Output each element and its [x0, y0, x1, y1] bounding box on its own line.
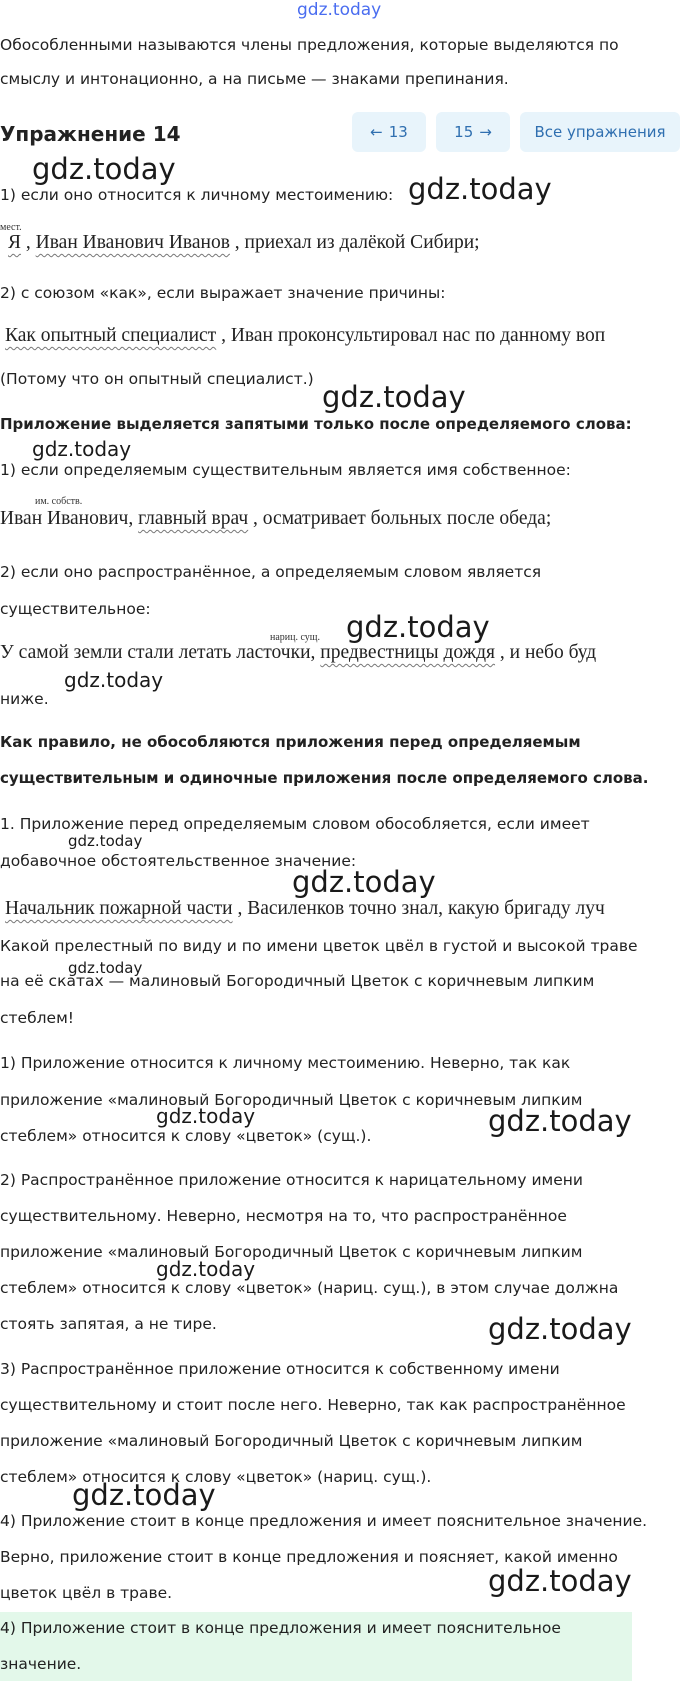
rule-text: 1) если оно относится к личному местоимению: — [0, 186, 394, 204]
watermark: gdz.today — [32, 437, 132, 461]
arrow-left-icon: ← — [370, 123, 383, 141]
intro-text: смыслу и интонационно, а на письме — знаками препинания. — [0, 70, 509, 88]
option-text: существительному и стоит после него. Неверно, так как распространённое — [0, 1396, 626, 1414]
example-sentence: У самой земли стали летать ласточки, предвестницы дождя , и небо буд — [0, 642, 597, 663]
watermark: gdz.today — [488, 1104, 632, 1138]
watermark: gdz.today — [68, 832, 143, 850]
watermark: gdz.today — [292, 865, 436, 899]
option-text: стеблем» относится к слову «цветок» (сущ.). — [0, 1127, 372, 1145]
option-text: стеблем» относится к слову «цветок» (нариц. сущ.). — [0, 1468, 432, 1486]
arrow-right-icon: → — [479, 123, 492, 141]
rule-text: существительное: — [0, 600, 151, 618]
option-text: 4) Приложение стоит в конце предложения и имеет пояснительное значение. — [0, 1512, 648, 1530]
watermark: gdz.today — [156, 1257, 256, 1281]
watermark: gdz.today — [64, 668, 164, 692]
option-text: стеблем» относится к слову «цветок» (нариц. сущ.), в этом случае должна — [0, 1279, 619, 1297]
option-text: цветок цвёл в траве. — [0, 1584, 173, 1602]
watermark: gdz.today — [68, 959, 143, 977]
rule-text: 1) если определяемым существительным является имя собственное: — [0, 461, 571, 479]
all-exercises-button[interactable]: Все упражнения — [520, 112, 680, 152]
example-sentence: Я , Иван Иванович Иванов , приехал из далёкой Сибири; — [8, 232, 480, 253]
grammar-note: им. собств. — [35, 496, 83, 507]
rule-text: 2) если оно распространённое, а определяемым словом является — [0, 563, 542, 581]
option-text: 3) Распространённое приложение относится к собственному имени — [0, 1360, 560, 1378]
option-text: приложение «малиновый Богородичный Цветок с коричневым липким — [0, 1091, 583, 1109]
option-text: приложение «малиновый Богородичный Цветок с коричневым липким — [0, 1432, 583, 1450]
watermark: gdz.today — [156, 1104, 256, 1128]
watermark: gdz.today — [322, 380, 466, 414]
section-heading: Как правило, не обособляются приложения перед определяемым — [0, 733, 581, 751]
section-heading: существительным и одиночные приложения после определяемого слова. — [0, 769, 649, 787]
example-sentence: Как опытный специалист , Иван проконсультировал нас по данному воп — [5, 325, 606, 346]
rule-text: 1. Приложение перед определяемым словом обособляется, если имеет — [0, 815, 590, 833]
watermark: gdz.today — [488, 1312, 632, 1346]
grammar-note: нариц. сущ. — [270, 632, 320, 643]
watermark-top: gdz.today — [297, 0, 382, 20]
watermark: gdz.today — [408, 172, 552, 206]
watermark: gdz.today — [488, 1564, 632, 1598]
option-text: существительному. Неверно, несмотря на то, что распространённое — [0, 1207, 567, 1225]
option-text: приложение «малиновый Богородичный Цветок с коричневым липким — [0, 1243, 583, 1261]
task-text: на её скатах — малиновый Богородичный Цветок с коричневым липким — [0, 972, 595, 990]
option-text: стоять запятая, а не тире. — [0, 1315, 217, 1333]
answer-text: значение. — [0, 1655, 82, 1673]
watermark: gdz.today — [346, 610, 490, 644]
example-note: (Потому что он опытный специалист.) — [0, 370, 314, 388]
option-text: 1) Приложение относится к личному местоимению. Неверно, так как — [0, 1054, 571, 1072]
grammar-note: мест. — [0, 222, 22, 233]
rule-text: добавочное обстоятельственное значение: — [0, 852, 357, 870]
page-title: Упражнение 14 — [0, 122, 181, 146]
next-exercise-button[interactable]: 15 → — [436, 112, 510, 152]
section-heading: Приложение выделяется запятыми только после определяемого слова: — [0, 415, 632, 433]
rule-text: 2) с союзом «как», если выражает значение причины: — [0, 284, 446, 302]
option-text: 2) Распространённое приложение относится к нарицательному имени — [0, 1171, 583, 1189]
example-sentence: Начальник пожарной части , Василенков точно знал, какую бригаду луч — [5, 898, 605, 919]
prev-exercise-button[interactable]: ← 13 — [352, 112, 426, 152]
example-sentence-end: ниже. — [0, 690, 49, 708]
task-text: Какой прелестный по виду и по имени цветок цвёл в густой и высокой траве — [0, 937, 638, 955]
option-text: Верно, приложение стоит в конце предложения и поясняет, какой именно — [0, 1548, 618, 1566]
watermark: gdz.today — [72, 1478, 216, 1512]
task-text: стеблем! — [0, 1009, 74, 1027]
intro-text: Обособленными называются члены предложения, которые выделяются по — [0, 36, 619, 54]
watermark: gdz.today — [32, 152, 176, 186]
example-sentence: Иван Иванович, главный врач , осматривает больных после обеда; — [0, 508, 552, 529]
answer-text: 4) Приложение стоит в конце предложения и имеет пояснительное — [0, 1619, 561, 1637]
